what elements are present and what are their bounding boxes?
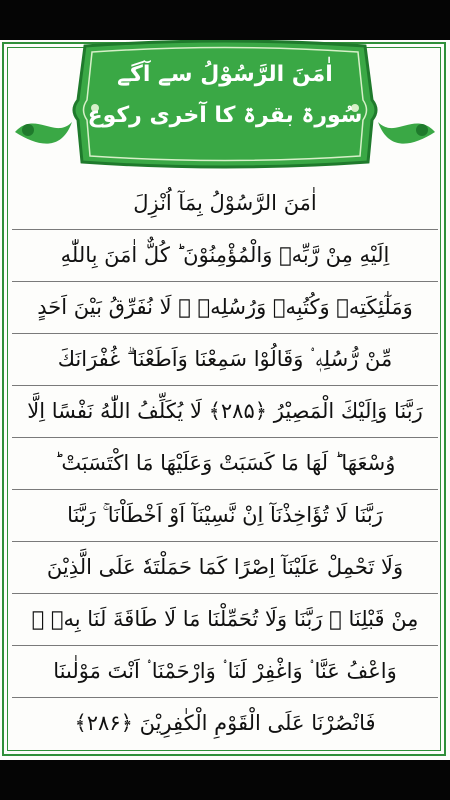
verse-line: رَبَّنَا لَا تُؤَاخِذْنَآ اِنْ نَّسِيْنَآ اَوْ اَخْطَاْنَا ۚ رَبَّنَا bbox=[67, 503, 383, 527]
banner-title-line-2: سُورۃ بقرۃ کا آخری رکوع bbox=[87, 103, 363, 128]
verse-line: مِّنْ رُّسُلِهٖ ۟ وَقَالُوْا سَمِعْنَا وَاَطَعْنَا ۗ غُفْرَانَكَ bbox=[57, 347, 393, 371]
line-rule bbox=[12, 333, 438, 334]
line-rule bbox=[12, 593, 438, 594]
line-rule bbox=[12, 281, 438, 282]
verse-line: وَاعْفُ عَنَّا ۟ وَاغْفِرْ لَنَا ۟ وَارْحَمْنَا ۟ اَنْتَ مَوْلٰىنَا bbox=[53, 659, 397, 683]
banner-title-line-1: اٰمَنَ الرَّسُوْلُ سے آگے bbox=[117, 62, 333, 87]
verse-line: اٰمَنَ الرَّسُوْلُ بِمَآ اُنْزِلَ bbox=[133, 191, 317, 215]
verse-line: وَمَلٰٓئِكَتِهٖ وَكُتُبِهٖ وَرُسُلِهٖ ۟ لَا نُفَرِّقُ بَيْنَ اَحَدٍ bbox=[37, 295, 413, 319]
verse-line: وَلَا تَحْمِلْ عَلَيْنَآ اِصْرًا كَمَا حَمَلْتَهٗ عَلَى الَّذِيْنَ bbox=[46, 555, 404, 579]
verse-line: وُسْعَهَا ؕ لَهَا مَا كَسَبَتْ وَعَلَيْهَا مَا اكْتَسَبَتْ ؕ bbox=[54, 451, 396, 475]
line-rule bbox=[12, 229, 438, 230]
page-card bbox=[0, 40, 450, 760]
verse-line: اِلَيْهِ مِنْ رَّبِّهٖ وَالْمُؤْمِنُوْنَ ؕ كُلٌّ اٰمَنَ بِاللّٰهِ bbox=[60, 243, 390, 267]
title-banner bbox=[0, 40, 450, 170]
line-rule bbox=[12, 645, 438, 646]
line-rule bbox=[12, 697, 438, 698]
verse-line: فَانْصُرْنَا عَلَى الْقَوْمِ الْكٰفِرِيْنَ ﴿۲۸۶﴾ bbox=[74, 711, 376, 735]
line-rule bbox=[12, 489, 438, 490]
line-rule bbox=[12, 385, 438, 386]
line-rule bbox=[12, 437, 438, 438]
verse-line: مِنْ قَبْلِنَا ۚ رَبَّنَا وَلَا تُحَمِّلْنَا مَا لَا طَاقَةَ لَنَا بِهٖ ۚ bbox=[31, 607, 419, 631]
line-rule bbox=[12, 541, 438, 542]
verse-line: رَبَّنَا وَاِلَيْكَ الْمَصِيْرُ ﴿۲۸۵﴾ لَا يُكَلِّفُ اللّٰهُ نَفْسًا اِلَّا bbox=[27, 399, 423, 423]
